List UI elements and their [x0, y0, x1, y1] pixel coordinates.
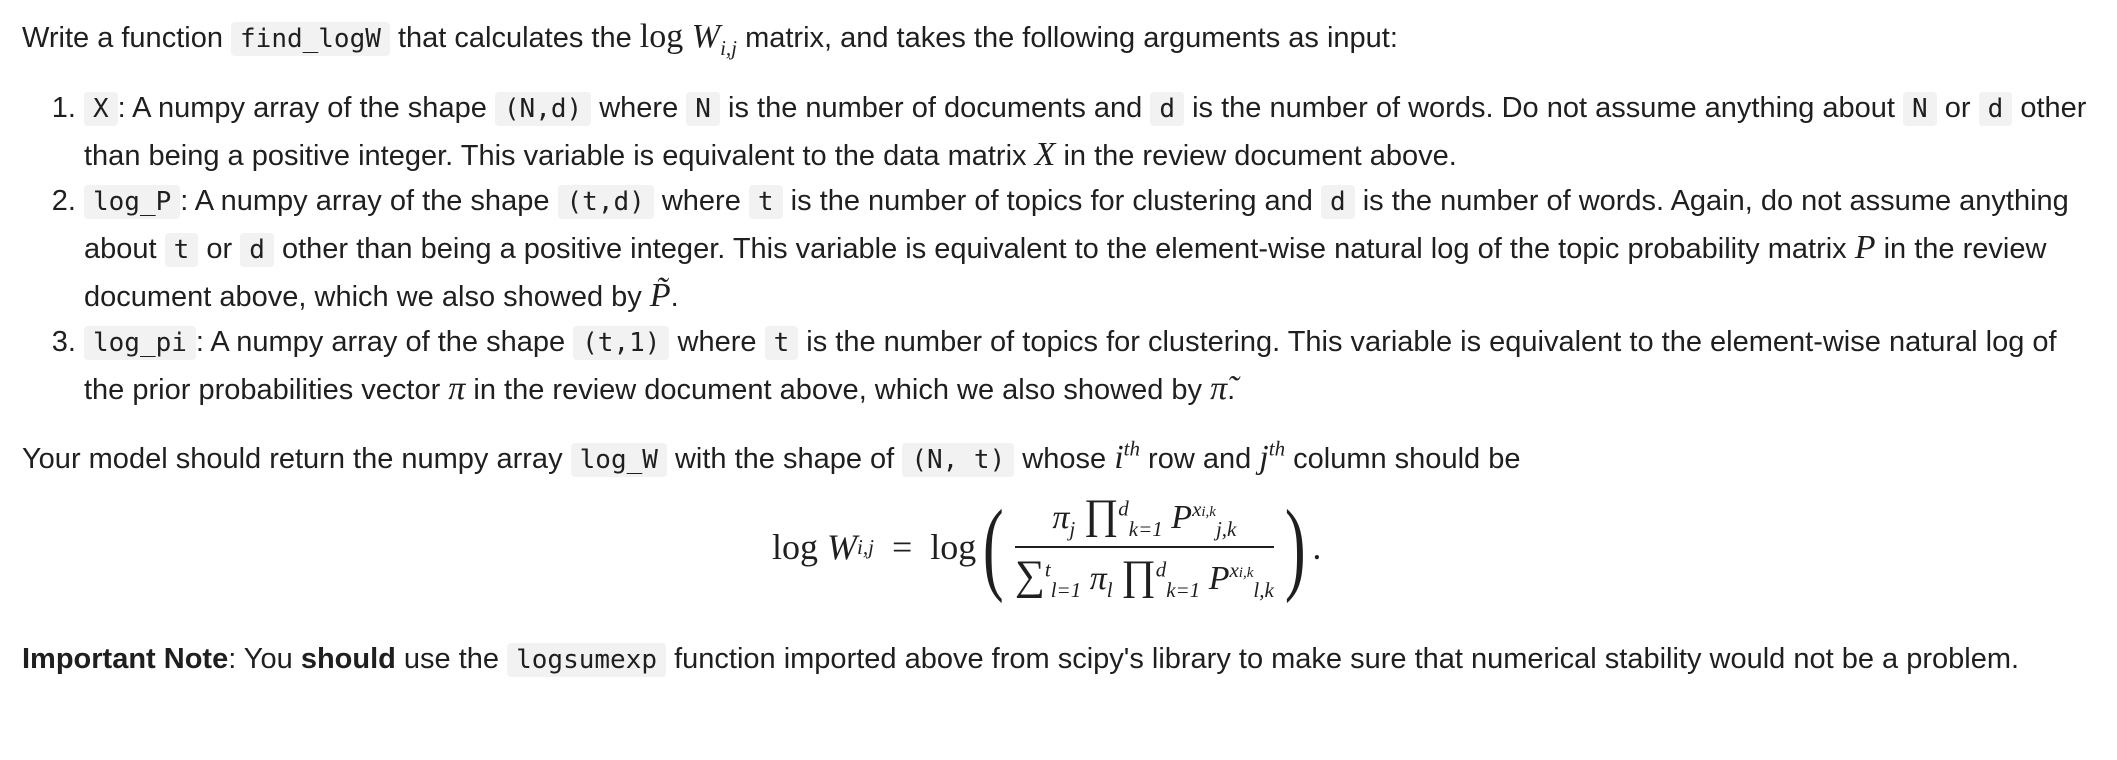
math-X: X	[1034, 136, 1056, 173]
argument-item-log-pi: 3. log_pi : A numpy array of the shape (t,1) where t is the number of topics for clustering. This variable is equivalent to the element-wise natural log of the prior probabilities vector π in the review document above, which we also showed by π̃.	[84, 320, 2102, 413]
fraction-bar	[1015, 546, 1274, 548]
argument-list	[22, 86, 2102, 413]
intro-text: Write a function	[22, 22, 223, 54]
shape-code: (N,d)	[495, 92, 591, 126]
return-shape-code: (N, t)	[902, 443, 1014, 477]
argument-item-log-P: 2. log_P : A numpy array of the shape (t,d) where t is the number of topics for clustering and d is the number of words. Again, do not assume anything about t or d other than being a positive integer. This variable is equivalent to the element-wise natural log of the topic probability matrix P in the review document above, which we also showed by P̃.	[84, 179, 2102, 320]
important-note: Important Note: You should use the logsumexp function imported above from scipy's library to make sure that numerical stability would not be a problem.	[22, 643, 2020, 675]
intro-text-2: that calculates the	[397, 22, 632, 54]
math-pi-tilde: π̃	[1210, 370, 1228, 407]
inline-code: N	[1903, 92, 1937, 126]
math-P-tilde: P̃	[649, 277, 671, 314]
math-pi: π	[448, 370, 466, 407]
inline-code: N	[686, 92, 720, 126]
return-name-code: log_W	[571, 443, 667, 477]
inline-code: t	[165, 233, 199, 267]
math-j-th: $j^{th}$	[1259, 436, 1286, 476]
argument-item-X: 1. X : A numpy array of the shape (N,d) where N is the number of documents and d is the number of words. Do not assume anything about N or d other than being a positive integer. This variable is equivalent to the data matrix X in the review document above.	[84, 86, 2102, 179]
logsumexp-code: logsumexp	[507, 643, 666, 677]
eq-equals: =	[891, 526, 913, 567]
arg-code: log_P	[84, 185, 180, 219]
arg-code: X	[84, 92, 118, 126]
logW-inline-math: $\log W_{i,j}$	[639, 18, 737, 60]
eq-lhs-log: log	[772, 526, 819, 567]
problem-statement	[22, 14, 2102, 683]
arg-code: log_pi	[84, 326, 196, 360]
fraction	[1015, 491, 1274, 603]
inline-code: d	[1150, 92, 1184, 126]
eq-lhs-W: W	[827, 526, 858, 567]
display-equation: log W i,j = log ( $\frac{\pi_j \prod^d_{k=1} P^{xi,k}_{j,k}}{\sum^t_{l=1} \pi_l \prod^d_{k=1} P^{xi,k}_{l,k}}$ ) .	[772, 489, 1322, 604]
left-paren: (	[983, 489, 1004, 604]
return-paragraph: Your model should return the numpy array log_W with the shape of (N, t) whose $i^{th}$ row and $j^{th}$ column should be	[22, 436, 1521, 476]
math-i-th: $i^{th}$	[1114, 436, 1140, 476]
fraction-numerator: $\pi_j$ ∏$^d_{k=1}$ P$^{xi,k}_{j,k}$	[1052, 492, 1237, 541]
note-emphasis: should	[300, 643, 396, 675]
math-P: P	[1854, 229, 1876, 266]
inline-code: d	[1321, 185, 1355, 219]
fraction-denominator: ∑$^t_{l=1}$ $\pi_l$ ∏$^d_{k=1}$ P$^{xi,k}_{l,k}$	[1014, 553, 1274, 602]
shape-code: (t,1)	[573, 326, 669, 360]
note-label: Important Note	[22, 643, 229, 675]
intro-paragraph	[22, 14, 2102, 62]
eq-rhs-log: log	[930, 526, 977, 567]
inline-code: t	[749, 185, 783, 219]
inline-code: d	[240, 233, 274, 267]
inline-code: d	[1979, 92, 2013, 126]
intro-text-3: matrix, and takes the following arguments as input:	[745, 22, 1398, 54]
shape-code: (t,d)	[558, 185, 654, 219]
right-paren: )	[1284, 489, 1306, 604]
function-name-code: find_logW	[231, 22, 390, 56]
inline-code: t	[765, 326, 799, 360]
